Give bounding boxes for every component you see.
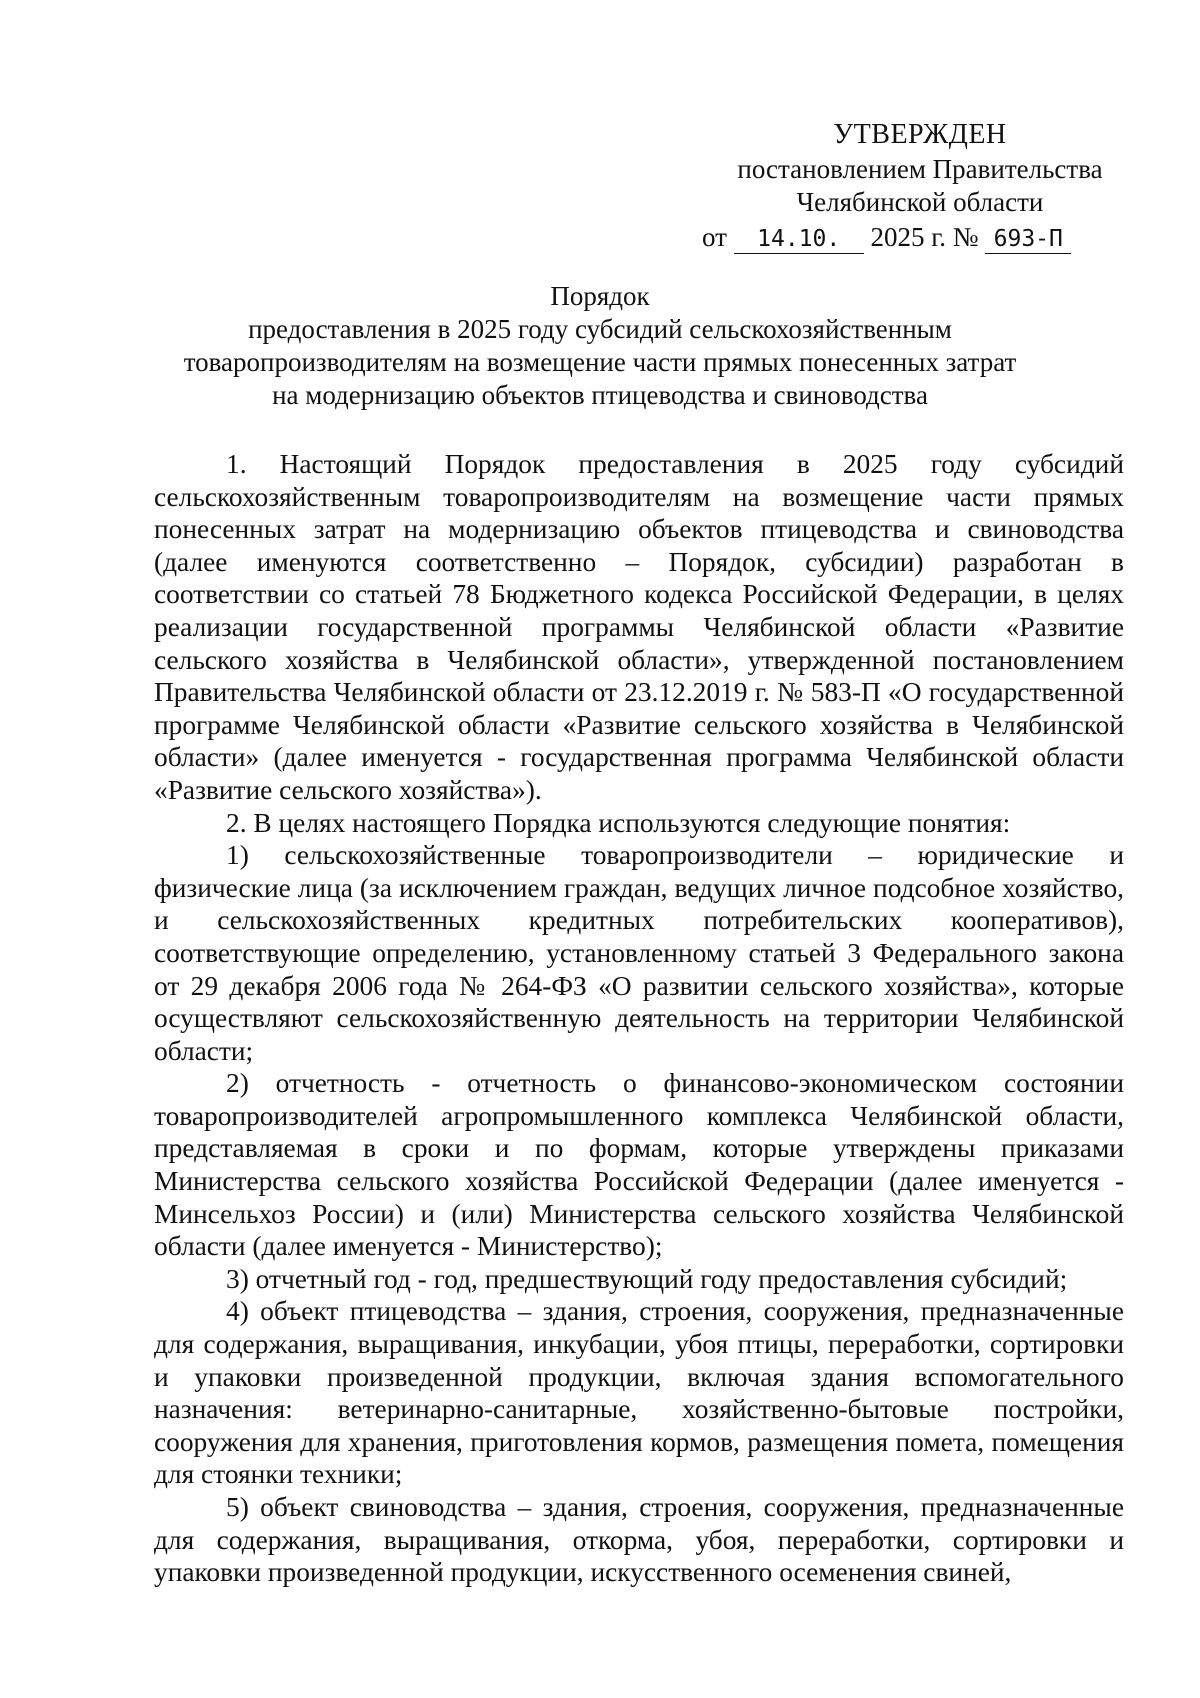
approval-line-2: Челябинской области — [796, 187, 1044, 217]
approval-number-value: 693-П — [985, 225, 1071, 254]
title-heading: Порядок — [550, 281, 650, 311]
paragraph-2: 2. В целях настоящего Порядка используются следующие понятия: — [226, 807, 1011, 838]
paragraph-definition-1: 1) сельскохозяйственные товаропроизводители – юридические и физические лица (за исключением граждан, ведущих личное подсобное хозяйство, и сельскохозяйственных кредитных потребительских кооперативов), соответствующие определению, установленному статьей 3 Федерального закона от 29 декабря 2006 года № 264-ФЗ «О развитии сельского хозяйства», которые осуществляют сельскохозяйственную деятельность на территории Челябинской области; — [154, 840, 1124, 1066]
approval-date-line — [700, 221, 1140, 254]
approval-date-prefix: от — [702, 222, 727, 252]
approval-line-1: постановлением Правительства — [737, 154, 1103, 184]
approval-stamp-block — [700, 118, 1140, 254]
approval-heading: УТВЕРЖДЕН — [833, 119, 1007, 150]
title-line-1: предоставления в 2025 году субсидий сельскохозяйственным — [248, 314, 952, 344]
title-line-3: на модернизацию объектов птицеводства и свиноводства — [272, 380, 928, 410]
paragraph-definition-4: 4) объект птицеводства – здания, строения, сооружения, предназначенные для содержания, выращивания, инкубации, убоя птицы, переработки, сортировки и упаковки произведенной продукции, включая здания вспомогательного назначения: ветеринарно-санитарные, хозяйственно-бытовые постройки, сооружения для хранения, приготовления кормов, размещения помета, помещения для стоянки техники; — [154, 1296, 1124, 1490]
paragraph-1: 1. Настоящий Порядок предоставления в 2025 году субсидий сельскохозяйственным товаропроизводителям на возмещение части прямых понесенных затрат на модернизацию объектов птицеводства и свиноводства (далее именуются соответственно – Порядок, субсидии) разработан в соответствии со статьей 78 Бюджетного кодекса Российской Федерации, в целях реализации государственной программы Челябинской области «Развитие сельского хозяйства в Челябинской области», утвержденной постановлением Правительства Челябинской области от 23.12.2019 г. № 583-П «О государственной программе Челябинской области «Развитие сельского хозяйства в Челябинской области» (далее именуется - государственная программа Челябинской области «Развитие сельского хозяйства»). — [154, 449, 1124, 805]
paragraph-definition-2: 2) отчетность - отчетность о финансово-экономическом состоянии товаропроизводителей агропромышленного комплекса Челябинской области, представляемая в сроки и по формам, которые утверждены приказами Министерства сельского хозяйства Российской Федерации (далее именуется - Минсельхоз России) и (или) Министерства сельского хозяйства Челябинской области (далее именуется - Министерство); — [154, 1068, 1124, 1262]
document-body — [154, 448, 1124, 1589]
document-title — [150, 280, 1050, 412]
approval-year-text: 2025 г. № — [870, 222, 979, 252]
approval-date-value: 14.10. — [734, 225, 864, 254]
paragraph-definition-3: 3) отчетный год - год, предшествующий году предоставления субсидий; — [226, 1263, 1068, 1294]
title-line-2: товаропроизводителям на возмещение части прямых понесенных затрат — [183, 347, 1017, 377]
paragraph-definition-5: 5) объект свиноводства – здания, строения, сооружения, предназначенные для содержания, выращивания, откорма, убоя, переработки, сортировки и упаковки произведенной продукции, искусственного осеменения свиней, — [154, 1492, 1124, 1588]
